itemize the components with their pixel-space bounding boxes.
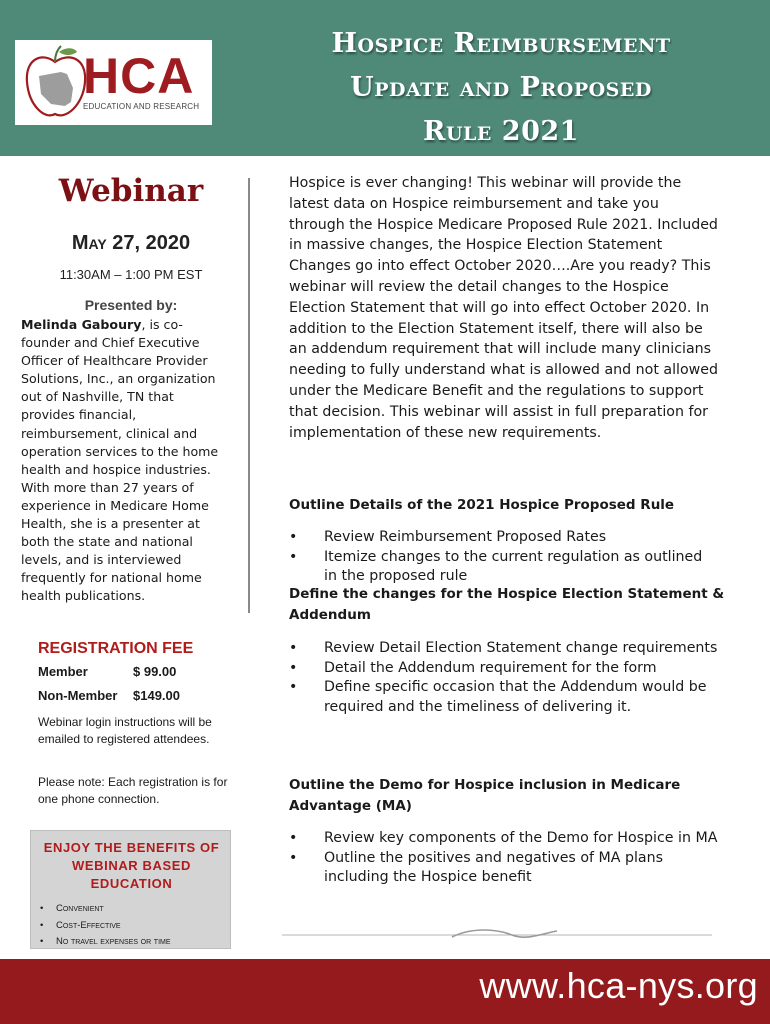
- hca-logo: [15, 40, 212, 125]
- website-link[interactable]: www.hca-nys.org: [479, 965, 758, 1006]
- benefit-item: • Cost-Effective: [40, 918, 230, 935]
- intro-paragraph: Hospice is ever changing! This webinar will provide the latest data on Hospice reimbursement and take you through the Hospice Medicare Proposed Rule 2021. Included in massive changes, the Hospice Election Statement Changes go into effect October 2020….Are you ready? This webinar will review the detail changes to the Hospice Election Statement that will go into effect October 2020. In addition to the Election Statement itself, there will also be an addendum requirement that will include many clinicians needing to fully understand what is allowed and not allowed under the Medicare Benefit and the regulations to support that decision. This webinar will assist in full preparation for implementation of these new requirements.: [289, 175, 718, 441]
- list-item: • Review Reimbursement Proposed Rates: [289, 528, 719, 548]
- benefit-item: • No travel expenses or time: [40, 934, 230, 951]
- section-heading: Outline Details of the 2021 Hospice Proposed Rule: [289, 497, 675, 513]
- title-line: Hospice Reimbursement: [331, 28, 671, 59]
- new-york-apple-icon: [21, 44, 91, 122]
- logo-wordmark: HCA: [83, 48, 195, 104]
- title-line: Update and Proposed: [350, 72, 652, 103]
- section-list: [289, 639, 719, 717]
- section-heading: Define the changes for the Hospice Election Statement & Addendum: [289, 586, 725, 623]
- section-list: [289, 829, 719, 888]
- list-item: • Detail the Addendum requirement for the form: [289, 659, 719, 679]
- presented-by-label: Presented by:: [84, 297, 178, 313]
- member-fee: $ 99.00: [133, 664, 177, 679]
- phone-note: Please note: Each registration is for one phone connection.: [38, 775, 228, 806]
- event-time: 11:30AM – 1:00 PM EST: [59, 267, 203, 282]
- page-title: [240, 22, 762, 154]
- benefit-item: • Convenient: [40, 901, 230, 918]
- footer-bar: [0, 959, 770, 1024]
- list-item: • Outline the positives and negatives of MA plans including the Hospice benefit: [289, 849, 719, 888]
- benefits-title: ENJOY THE BENEFITS OF WEBINAR BASED EDUCATION: [43, 840, 220, 891]
- nonmember-label: Non-Member: [38, 688, 118, 703]
- benefits-list: [40, 901, 230, 951]
- presenter-bio: [21, 316, 231, 606]
- event-date: May 27, 2020: [71, 232, 191, 254]
- login-note: Webinar login instructions will be emailed to registered attendees.: [38, 715, 212, 746]
- member-label: Member: [38, 664, 88, 679]
- list-item: • Review key components of the Demo for Hospice in MA: [289, 829, 719, 849]
- benefits-box: [30, 830, 231, 949]
- presenter-name: Melinda Gaboury: [21, 317, 142, 332]
- logo-subtitle: EDUCATION AND RESEARCH: [83, 102, 200, 111]
- decorative-divider: [282, 925, 712, 945]
- presenter-bio-text: , is co-founder and Chief Executive Officer of Healthcare Provider Solutions, Inc., an organization out of Nashville, TN that provides financial, reimbursement, clinical and operation services to the home health and hospice industries. With more than 27 years of experience in Medicare Home Health, she is a presenter at both the state and national levels, and is interviewed frequently for national home health publications.: [21, 317, 219, 604]
- section-heading: Outline the Demo for Hospice inclusion in Medicare Advantage (MA): [289, 777, 681, 814]
- webinar-label: Webinar: [58, 173, 204, 209]
- section-list: [289, 528, 719, 587]
- list-item: • Review Detail Election Statement change requirements: [289, 639, 719, 659]
- nonmember-fee: $149.00: [133, 688, 180, 703]
- header-banner: [0, 0, 770, 156]
- list-item: • Itemize changes to the current regulation as outlined in the proposed rule: [289, 548, 719, 587]
- registration-title: REGISTRATION FEE: [38, 640, 194, 657]
- title-line: Rule 2021: [423, 116, 579, 147]
- list-item: • Define specific occasion that the Addendum would be required and the timeliness of delivering it.: [289, 678, 719, 717]
